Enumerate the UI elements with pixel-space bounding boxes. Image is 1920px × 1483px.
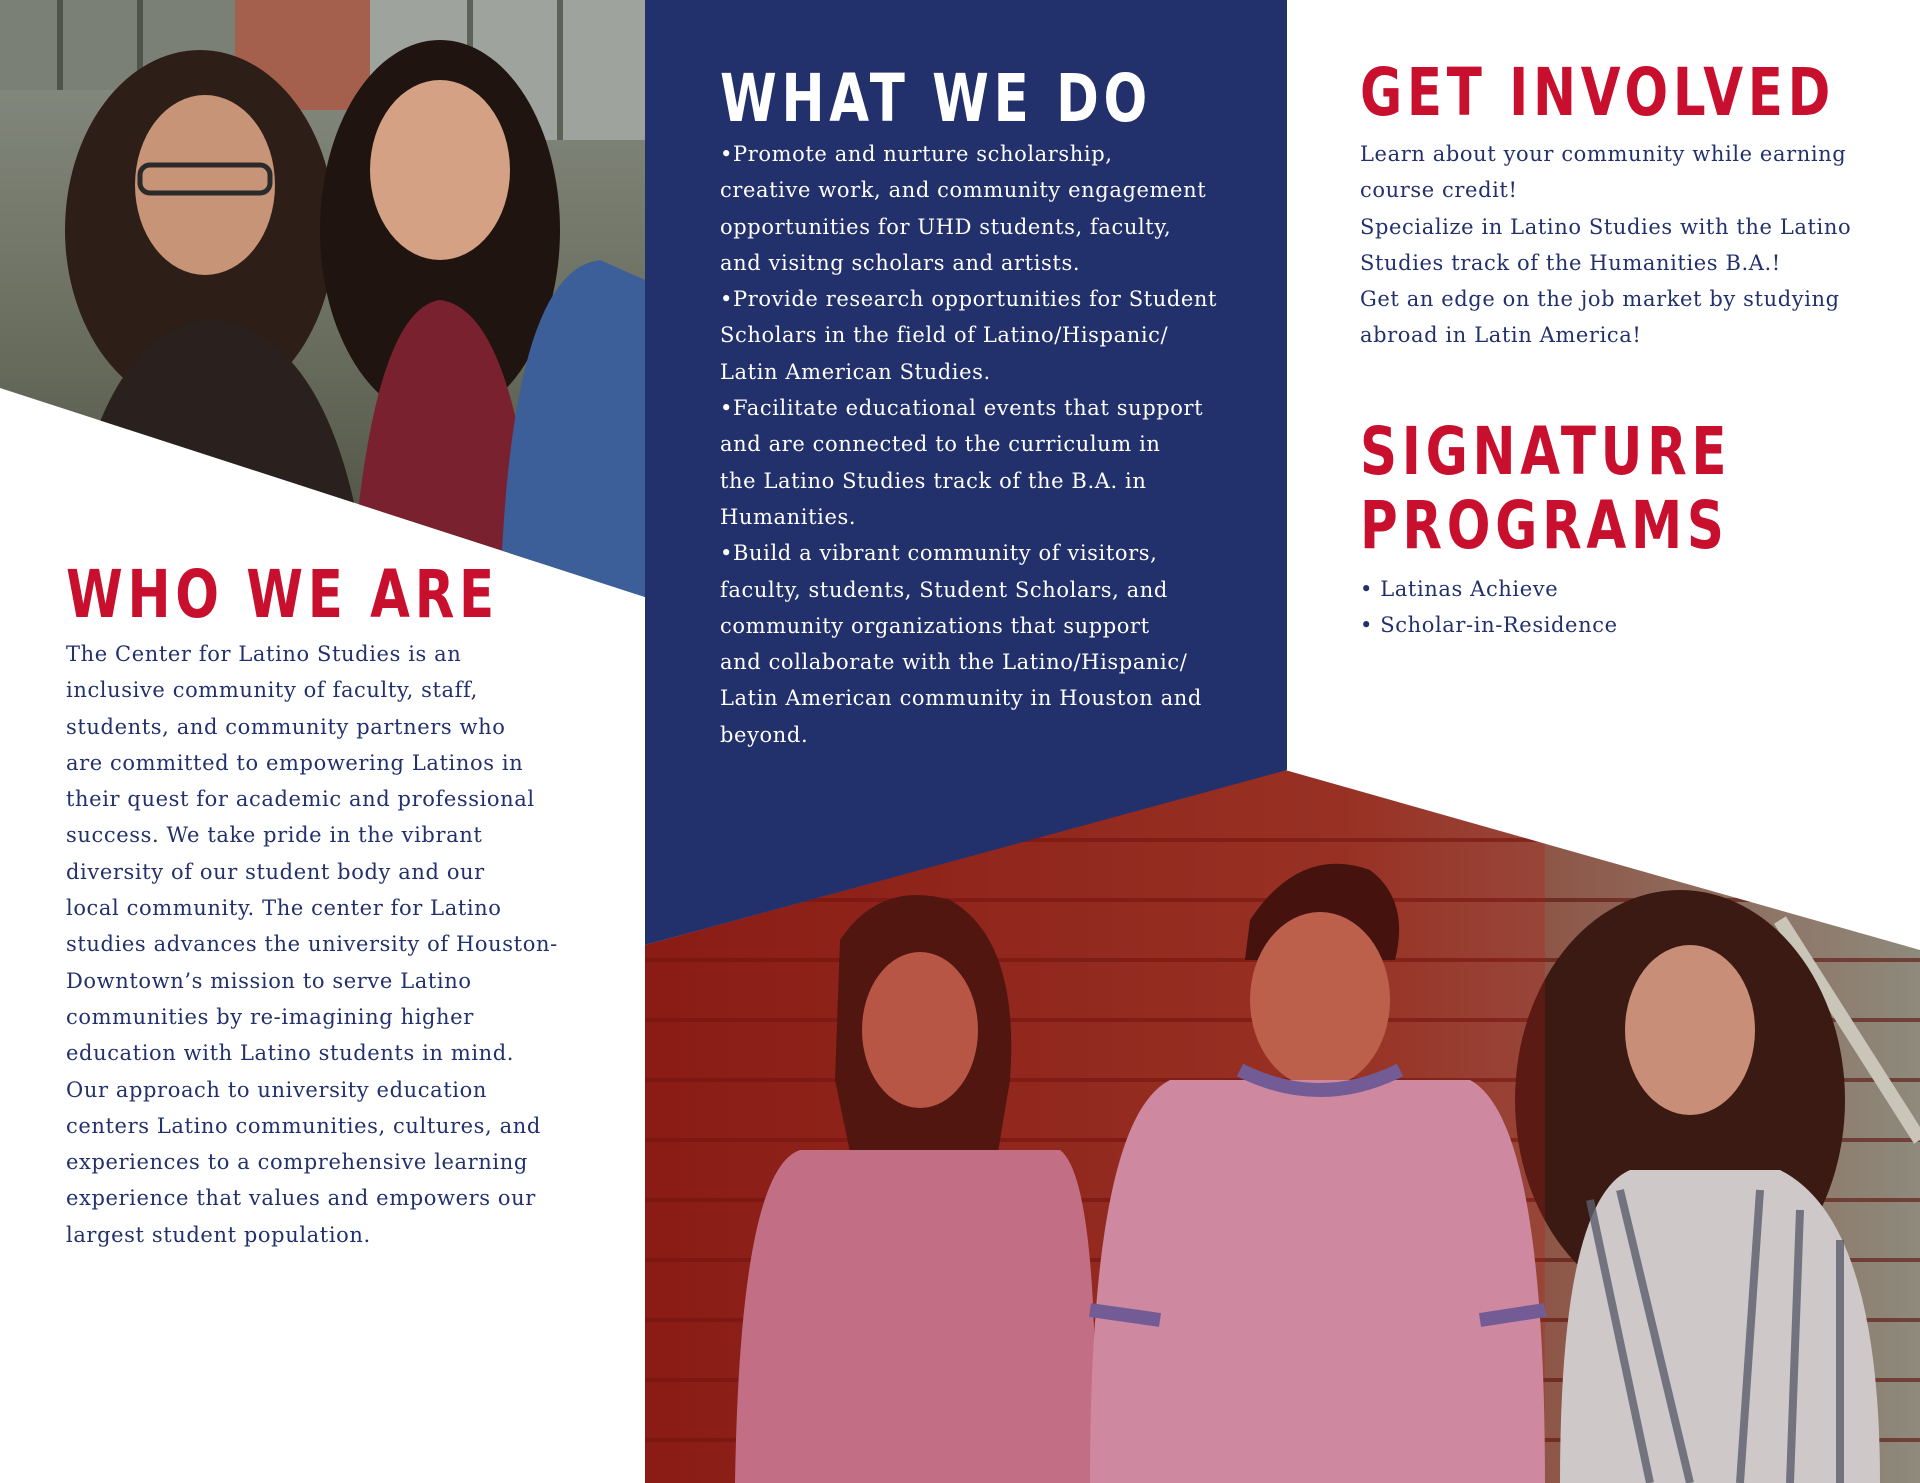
who-we-are-line: Downtown’s mission to serve Latino <box>66 968 472 993</box>
who-we-are-line: Our approach to university education <box>66 1077 487 1102</box>
get-involved-text <box>1360 136 1900 354</box>
signature-programs-list <box>1360 571 1860 644</box>
who-we-are-line: studies advances the university of Houston- <box>66 932 558 957</box>
what-we-do-line: Latin American community in Houston and <box>720 686 1202 711</box>
who-we-are-line: their quest for academic and professional <box>66 787 535 812</box>
program-item-latinas-achieve: • Latinas Achieve <box>1360 577 1559 601</box>
what-we-do-line: and collaborate with the Latino/Hispanic/ <box>720 650 1188 675</box>
who-we-are-line: communities by re-imagining higher <box>66 1004 474 1029</box>
who-we-are-line: inclusive community of faculty, staff, <box>66 678 478 703</box>
what-we-do-line: faculty, students, Student Scholars, and <box>720 577 1168 602</box>
get-involved-line: abroad in Latin America! <box>1360 323 1642 348</box>
what-we-do-line: Scholars in the field of Latino/Hispanic/ <box>720 323 1169 348</box>
what-we-do-line: •Promote and nurture scholarship, <box>720 142 1113 166</box>
signature-heading-line-2: PROGRAMS <box>1360 487 1729 564</box>
get-involved-line: Learn about your community while earning <box>1360 142 1847 166</box>
get-involved-heading: GET INVOLVED <box>1360 54 1836 131</box>
who-we-are-text <box>66 636 566 1253</box>
get-involved-line: Studies track of the Humanities B.A.! <box>1360 250 1781 275</box>
who-we-are-line: students, and community partners who <box>66 714 506 739</box>
what-we-do-line: •Facilitate educational events that support <box>720 396 1204 421</box>
get-involved-line: Get an edge on the job market by studying <box>1360 287 1840 312</box>
program-item-scholar-in-residence: • Scholar-in-Residence <box>1360 613 1618 638</box>
what-we-do-line: community organizations that support <box>720 613 1150 638</box>
what-we-do-line: opportunities for UHD students, faculty, <box>720 214 1172 239</box>
who-we-are-heading: WHO WE ARE <box>66 556 499 633</box>
what-we-do-line: Latin American Studies. <box>720 359 991 384</box>
what-we-do-line: and are connected to the curriculum in <box>720 432 1161 457</box>
who-we-are-line: local community. The center for Latino <box>66 896 502 921</box>
who-we-are-line: education with Latino students in mind. <box>66 1041 515 1066</box>
get-involved-line: course credit! <box>1360 178 1518 203</box>
what-we-do-line: the Latino Studies track of the B.A. in <box>720 468 1147 493</box>
who-we-are-line: success. We take pride in the vibrant <box>66 823 483 848</box>
who-we-are-line: experience that values and empowers our <box>66 1186 536 1211</box>
who-we-are-line: largest student population. <box>66 1222 371 1247</box>
who-we-are-line: experiences to a comprehensive learning <box>66 1150 528 1175</box>
who-we-are-line: diversity of our student body and our <box>66 859 485 884</box>
who-we-are-line: are committed to empowering Latinos in <box>66 750 524 775</box>
what-we-do-line: •Provide research opportunities for Student <box>720 287 1218 312</box>
who-we-are-line: The Center for Latino Studies is an <box>66 642 462 666</box>
what-we-do-heading: WHAT WE DO <box>720 60 1152 137</box>
what-we-do-line: •Build a vibrant community of visitors, <box>720 541 1158 566</box>
who-we-are-line: centers Latino communities, cultures, and <box>66 1113 541 1138</box>
get-involved-line: Specialize in Latino Studies with the Latino <box>1360 214 1852 239</box>
what-we-do-line: beyond. <box>720 722 809 747</box>
what-we-do-line: creative work, and community engagement <box>720 178 1207 203</box>
what-we-do-text <box>720 136 1250 753</box>
signature-heading-line-1: SIGNATURE <box>1360 413 1732 490</box>
what-we-do-line: and visitng scholars and artists. <box>720 250 1081 275</box>
signature-programs-heading <box>1360 415 1734 563</box>
what-we-do-line: Humanities. <box>720 504 857 529</box>
